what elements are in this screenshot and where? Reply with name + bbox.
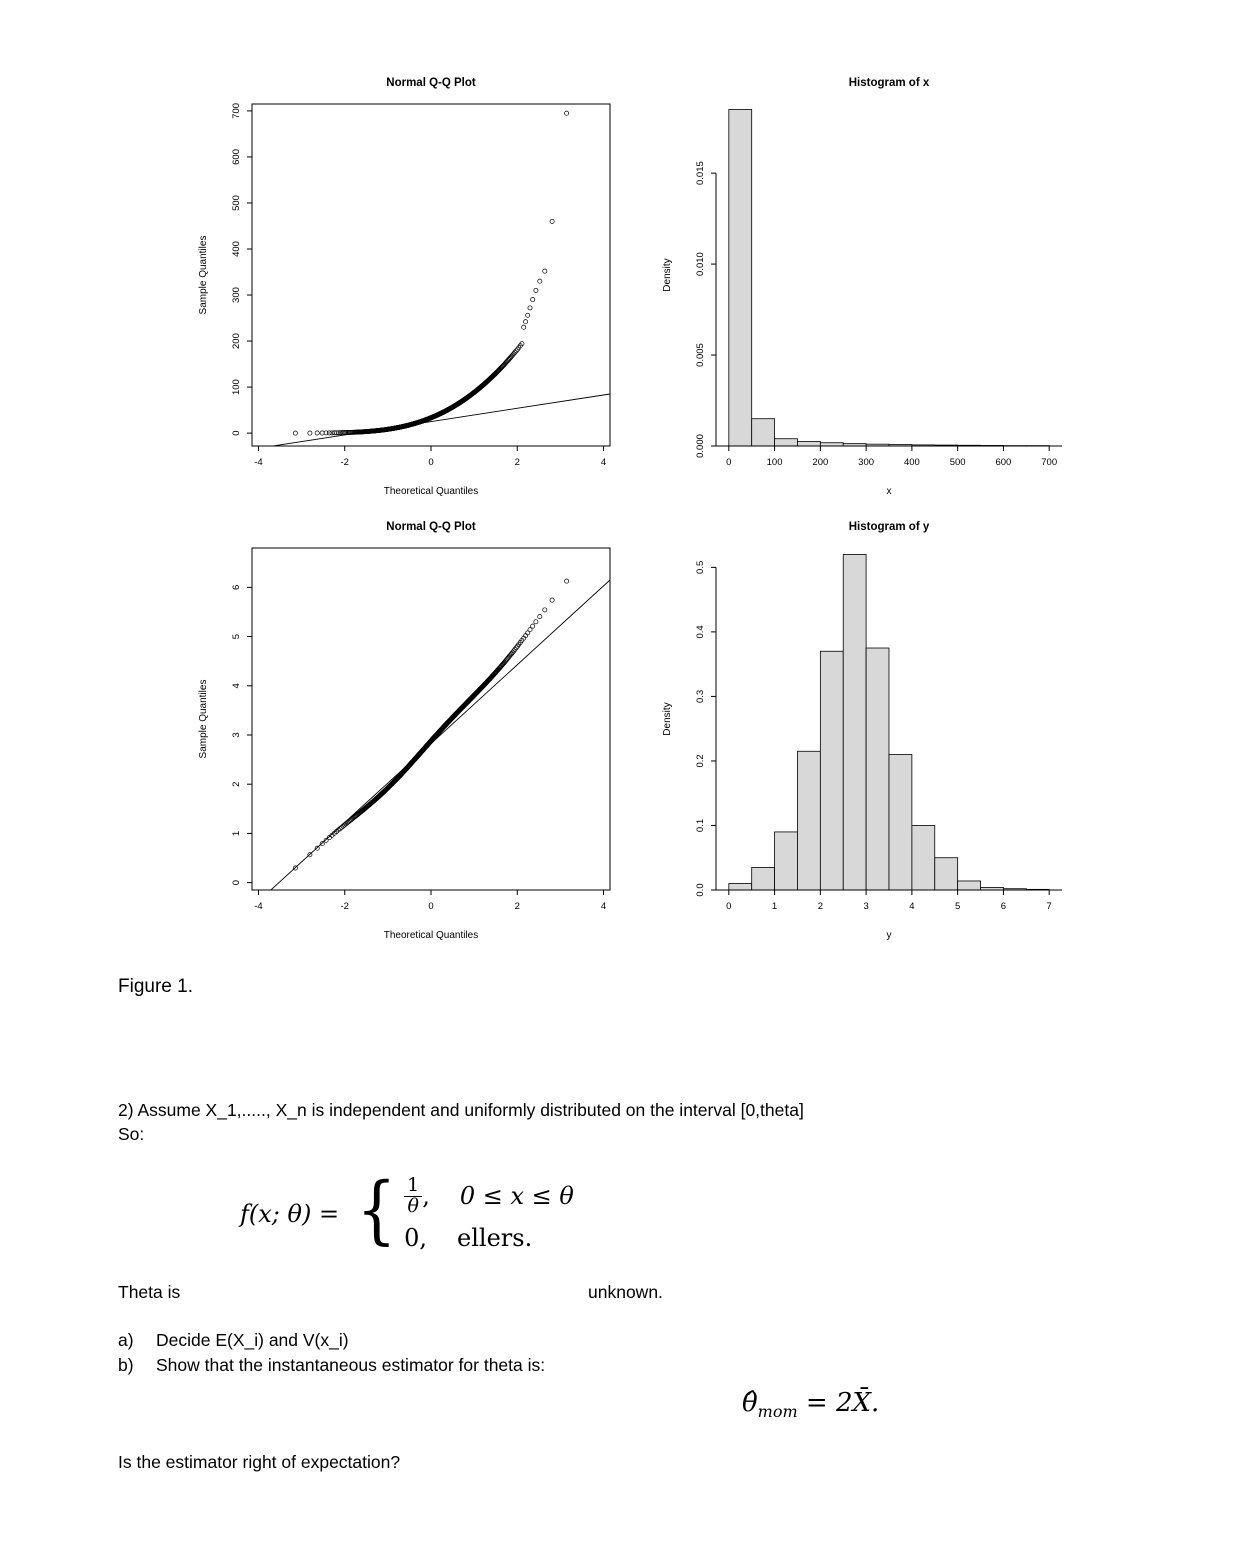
qq-plot-y <box>188 512 620 972</box>
plot-box <box>252 104 610 446</box>
chart-title: Histogram of x <box>848 77 930 89</box>
x-tick-label: 200 <box>812 457 829 468</box>
x-tick-label: 0 <box>428 901 434 912</box>
x-tick-label: 0 <box>726 901 732 912</box>
y-tick-label: 0 <box>231 430 242 436</box>
y-tick-label: 0.010 <box>695 252 706 276</box>
x-tick-label: 4 <box>600 901 607 912</box>
estimator-subscript: mom <box>757 1402 798 1422</box>
density-formula <box>240 1167 574 1254</box>
y-tick-label: 600 <box>231 149 242 165</box>
y-tick-label: 0.015 <box>695 161 706 186</box>
unknown-text: unknown. <box>588 1282 663 1302</box>
question-2-text: 2) Assume X_1,....., X_n is independent and uniformly distributed on the interval [0,theta] <box>118 1100 804 1120</box>
histogram-bar <box>958 881 981 890</box>
theta-hat: θ̂ <box>742 1388 758 1418</box>
y-axis-label: Density <box>662 258 673 292</box>
qq-reference-line <box>252 394 610 449</box>
y-tick-label: 4 <box>231 683 242 689</box>
x-tick-label: 1 <box>771 901 778 912</box>
histogram-bar <box>866 648 889 890</box>
case-2-condition: ellers. <box>457 1223 533 1252</box>
theta-is-text: Theta is <box>118 1282 181 1302</box>
qq-point <box>531 624 535 628</box>
y-tick-label: 700 <box>231 102 242 119</box>
qq-x-svg <box>188 68 620 528</box>
y-tick-label: 200 <box>231 333 242 349</box>
qq-plot-x <box>188 68 620 528</box>
y-tick-label: 0.000 <box>695 434 706 458</box>
histogram-y <box>652 512 1072 972</box>
fraction-denominator: θ <box>407 1194 419 1217</box>
y-tick-label: 0 <box>231 879 242 886</box>
x-axis-label: Theoretical Quantiles <box>383 930 479 941</box>
qq-point <box>565 579 569 583</box>
x-tick-label: 0 <box>428 457 434 468</box>
qq-point <box>528 628 532 632</box>
case-1 <box>404 1176 574 1217</box>
x-axis-label: y <box>886 930 892 941</box>
qq-point <box>550 598 554 602</box>
histogram-bar <box>820 651 843 890</box>
y-tick-label: 0.4 <box>695 625 706 639</box>
x-tick-label: 500 <box>949 457 966 468</box>
histogram-bar <box>935 858 958 890</box>
histogram-bar <box>912 825 935 890</box>
x-tick-label: 700 <box>1041 457 1058 468</box>
hist-y-svg <box>652 512 1072 972</box>
histogram-bar <box>775 832 798 890</box>
question-2-intro <box>118 1098 1158 1146</box>
y-tick-label: 0.005 <box>695 343 706 367</box>
estimator-formula <box>742 1388 879 1421</box>
x-tick-label: -4 <box>254 457 263 468</box>
item-b-text: Show that the instantaneous estimator for theta is: <box>156 1355 546 1375</box>
item-a-text: Decide E(X_i) and V(x_i) <box>156 1330 349 1350</box>
x-tick-label: 100 <box>766 457 783 468</box>
y-tick-label: 500 <box>231 195 242 211</box>
qq-point <box>538 279 542 283</box>
qq-point <box>528 306 532 310</box>
case-2-value: 0, <box>404 1223 428 1252</box>
y-axis-label: Sample Quantiles <box>198 235 209 315</box>
plot-box <box>252 548 610 890</box>
question-items <box>118 1328 545 1378</box>
item-b-label: b) <box>118 1355 134 1375</box>
case-1-comma: , <box>422 1182 430 1211</box>
x-tick-label: -2 <box>340 901 349 912</box>
item-a-label: a) <box>118 1330 134 1350</box>
theta-line <box>118 1282 1018 1303</box>
left-brace: { <box>356 1167 397 1254</box>
x-tick-label: 2 <box>817 901 823 912</box>
x-tick-label: 4 <box>909 901 915 912</box>
qq-point <box>565 111 569 115</box>
y-tick-label: 1 <box>231 830 242 837</box>
x-tick-label: 4 <box>600 457 607 468</box>
y-tick-label: 100 <box>231 379 242 396</box>
histogram-bar <box>797 441 820 446</box>
chart-title: Histogram of y <box>848 521 930 533</box>
x-tick-label: -2 <box>340 457 349 468</box>
x-tick-label: 0 <box>726 457 732 468</box>
y-axis-label: Sample Quantiles <box>198 679 209 759</box>
x-tick-label: 5 <box>955 901 961 912</box>
chart-title: Normal Q-Q Plot <box>386 521 476 533</box>
qq-point <box>543 269 547 273</box>
formula-lhs: f(x; θ) = <box>240 1199 340 1228</box>
qq-point <box>531 298 535 302</box>
qq-point <box>315 431 319 435</box>
y-tick-label: 300 <box>231 287 242 303</box>
histogram-bar <box>843 554 866 890</box>
qq-point <box>538 615 542 619</box>
qq-point <box>524 320 528 324</box>
qq-points-group <box>252 111 610 449</box>
formula-cases <box>404 1176 574 1252</box>
y-tick-label: 2 <box>231 781 242 787</box>
y-tick-label: 0.2 <box>695 754 706 768</box>
x-tick-label: -4 <box>254 901 263 912</box>
x-tick-label: 6 <box>1000 901 1007 912</box>
qq-point <box>522 325 526 329</box>
qq-point <box>320 842 324 846</box>
y-tick-label: 6 <box>231 584 242 591</box>
qq-point <box>534 620 538 624</box>
qq-point <box>550 219 554 223</box>
item-b <box>118 1353 545 1378</box>
x-tick-label: 400 <box>903 457 920 468</box>
histogram-x <box>652 68 1072 528</box>
qq-point <box>543 608 547 612</box>
y-tick-label: 0.5 <box>695 560 706 574</box>
figure-caption: Figure 1. <box>118 976 193 997</box>
x-tick-label: 2 <box>514 457 520 468</box>
histogram-bar <box>775 439 798 446</box>
histogram-bar <box>729 884 752 890</box>
y-tick-label: 0.3 <box>695 689 706 704</box>
qq-point <box>293 431 297 435</box>
qq-point <box>526 313 530 317</box>
x-axis-label: x <box>886 486 892 497</box>
hist-x-svg <box>652 68 1072 528</box>
case-1-condition: 0 ≤ x ≤ θ <box>459 1182 574 1211</box>
y-tick-label: 0.1 <box>695 818 706 833</box>
histogram-bar <box>752 419 775 446</box>
y-tick-label: 3 <box>231 732 242 738</box>
y-tick-label: 5 <box>231 633 242 640</box>
estimator-equals: = <box>797 1388 836 1418</box>
x-tick-label: 300 <box>858 457 875 468</box>
qq-y-svg <box>188 512 620 972</box>
question-2-so: So: <box>118 1124 145 1144</box>
x-tick-label: 3 <box>863 901 869 912</box>
histogram-bar <box>729 109 752 446</box>
item-a <box>118 1328 545 1353</box>
closing-question: Is the estimator right of expectation? <box>118 1452 401 1472</box>
fraction-numerator: 1 <box>404 1176 422 1197</box>
histogram-bar <box>889 754 912 890</box>
chart-title: Normal Q-Q Plot <box>386 77 476 89</box>
fraction-one-over-theta <box>404 1176 422 1217</box>
histogram-bar <box>797 751 820 890</box>
x-tick-label: 7 <box>1046 901 1052 912</box>
x-axis-label: Theoretical Quantiles <box>383 486 479 497</box>
y-tick-label: 0.0 <box>695 883 706 897</box>
case-2 <box>404 1224 574 1252</box>
y-axis-label: Density <box>662 702 673 736</box>
x-tick-label: 600 <box>995 457 1012 468</box>
histogram-bar <box>752 867 775 890</box>
y-tick-label: 400 <box>231 241 242 257</box>
x-tick-label: 2 <box>514 901 520 912</box>
qq-points-group <box>252 579 610 907</box>
estimator-rhs: 2X̄. <box>835 1388 880 1418</box>
qq-point <box>534 288 538 292</box>
qq-point <box>308 431 312 435</box>
